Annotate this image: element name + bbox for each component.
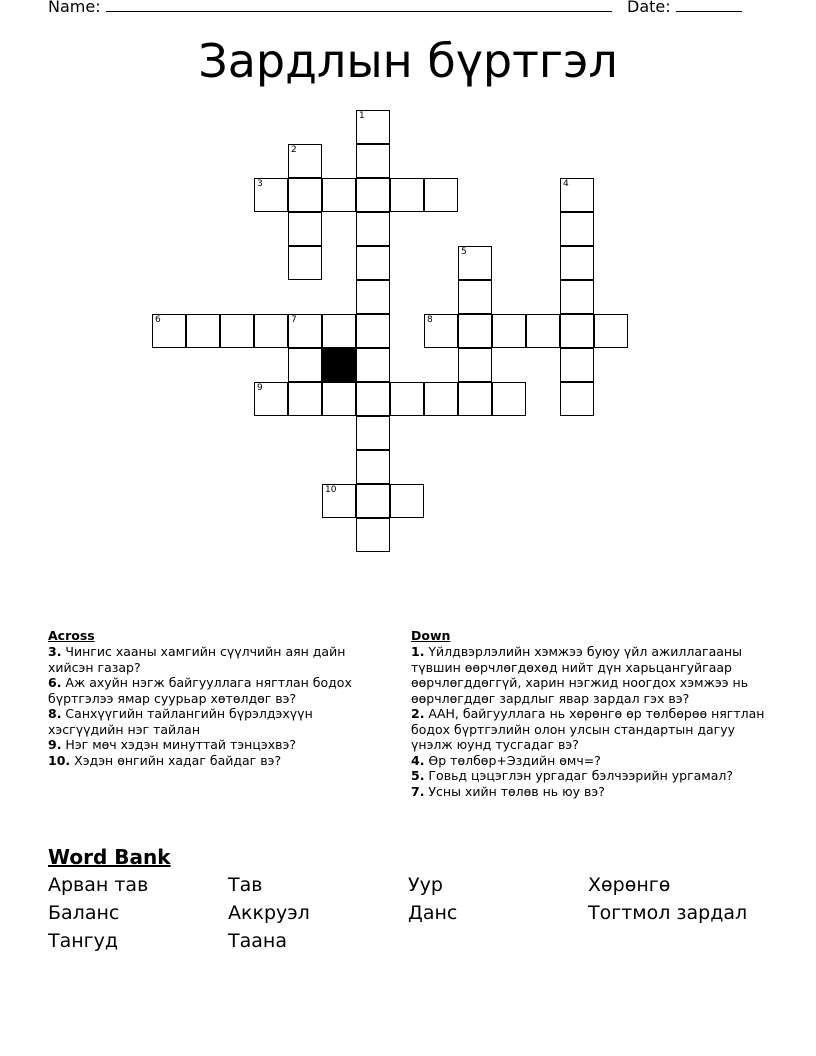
grid-cell[interactable] bbox=[288, 314, 322, 348]
clue-item bbox=[48, 753, 378, 769]
grid-cell[interactable] bbox=[594, 314, 628, 348]
grid-cell[interactable] bbox=[322, 178, 356, 212]
grid-cell[interactable] bbox=[424, 382, 458, 416]
grid-cell[interactable] bbox=[526, 314, 560, 348]
word-bank-title: Word Bank bbox=[48, 845, 171, 869]
clue-number: 3. bbox=[48, 644, 62, 659]
clue-number: 7. bbox=[411, 783, 425, 799]
grid-cell[interactable] bbox=[288, 178, 322, 212]
word-bank-item: Уур bbox=[408, 874, 443, 896]
name-label: Name: bbox=[48, 0, 101, 16]
word-bank-item: Тав bbox=[228, 874, 263, 896]
clue-text: Өр төлбөр+Эздийн өмч=? bbox=[424, 752, 601, 768]
grid-cell[interactable] bbox=[458, 314, 492, 348]
clue-item bbox=[411, 768, 771, 784]
clue-number: 5 bbox=[461, 247, 467, 257]
grid-cell[interactable] bbox=[322, 484, 356, 518]
clue-number: 8. bbox=[48, 706, 62, 721]
grid-cell[interactable] bbox=[356, 382, 390, 416]
grid-cell[interactable] bbox=[356, 348, 390, 382]
clue-number: 9. bbox=[48, 737, 62, 752]
clue-number: 5. bbox=[411, 768, 425, 783]
date-line[interactable] bbox=[676, 0, 742, 12]
clue-number: 6 bbox=[155, 315, 161, 325]
clue-text: Хэдэн өнгийн хадаг байдаг вэ? bbox=[70, 752, 282, 768]
word-bank-item: Хөрөнгө bbox=[588, 874, 671, 896]
grid-cell[interactable] bbox=[254, 314, 288, 348]
clue-number: 9 bbox=[257, 383, 263, 393]
grid-cell[interactable] bbox=[220, 314, 254, 348]
clue-item bbox=[48, 644, 378, 675]
grid-cell[interactable] bbox=[254, 382, 288, 416]
grid-cell[interactable] bbox=[288, 246, 322, 280]
word-bank-item: Таана bbox=[228, 930, 287, 952]
grid-cell[interactable] bbox=[356, 518, 390, 552]
grid-cell[interactable] bbox=[152, 314, 186, 348]
grid-cell[interactable] bbox=[560, 212, 594, 246]
clue-item bbox=[48, 675, 378, 706]
clue-number: 6. bbox=[48, 675, 62, 690]
grid-cell[interactable] bbox=[356, 314, 390, 348]
black-cell bbox=[322, 348, 356, 382]
grid-cell[interactable] bbox=[390, 484, 424, 518]
grid-cell[interactable] bbox=[560, 382, 594, 416]
grid-cell[interactable] bbox=[322, 314, 356, 348]
grid-cell[interactable] bbox=[424, 178, 458, 212]
grid-cell[interactable] bbox=[560, 178, 594, 212]
clue-item bbox=[48, 706, 378, 737]
grid-cell[interactable] bbox=[458, 280, 492, 314]
clue-number: 4 bbox=[563, 179, 569, 189]
grid-cell[interactable] bbox=[254, 178, 288, 212]
grid-cell[interactable] bbox=[288, 348, 322, 382]
clue-item bbox=[411, 706, 771, 753]
grid-cell[interactable] bbox=[288, 382, 322, 416]
grid-cell[interactable] bbox=[560, 314, 594, 348]
grid-cell[interactable] bbox=[356, 450, 390, 484]
clue-number: 10. bbox=[48, 752, 71, 768]
clue-item bbox=[411, 784, 771, 800]
across-clues bbox=[48, 628, 378, 768]
grid-cell[interactable] bbox=[356, 484, 390, 518]
clue-number: 10 bbox=[325, 485, 337, 495]
down-clues bbox=[411, 628, 771, 799]
grid-cell[interactable] bbox=[356, 144, 390, 178]
clue-text: Усны хийн төлөв нь юу вэ? bbox=[424, 783, 605, 799]
word-bank-item: Тангуд bbox=[48, 930, 119, 952]
grid-cell[interactable] bbox=[356, 246, 390, 280]
name-field bbox=[48, 0, 612, 16]
grid-cell[interactable] bbox=[458, 348, 492, 382]
grid-cell[interactable] bbox=[492, 382, 526, 416]
clue-number: 3 bbox=[257, 179, 263, 189]
clue-text: Үйлдвэрлэлийн хэмжээ буюу үйл ажиллагааны түвшин өөрчлөгдөхөд нийт дүн харьцангуйгаар өөрчлөгддөггүй, харин нэгжид ноогдох хэмжээ нь өөрчлөгддөг зардлыг явар зардал гэх вэ? bbox=[411, 644, 749, 706]
grid-cell[interactable] bbox=[390, 178, 424, 212]
clue-number: 2 bbox=[291, 145, 297, 155]
clue-text: Чингис хааны хамгийн сүүлчийн аян дайн хийсэн газар? bbox=[48, 644, 346, 675]
grid-cell[interactable] bbox=[390, 382, 424, 416]
date-label: Date: bbox=[627, 0, 671, 16]
clue-number: 1. bbox=[411, 644, 425, 659]
clue-text: ААН, байгууллага нь хөрөнгө өр төлбөрөө нягтлан бодох бүртгэлийн олон улсын стандартын дагуу үнэлж юунд тусгадаг вэ? bbox=[411, 706, 765, 752]
word-bank-item: Тогтмол зардал bbox=[588, 902, 748, 924]
across-heading: Across bbox=[48, 628, 95, 643]
grid-cell[interactable] bbox=[424, 314, 458, 348]
clue-number: 7 bbox=[291, 315, 297, 325]
grid-cell[interactable] bbox=[356, 178, 390, 212]
word-bank-item: Данс bbox=[408, 902, 458, 924]
grid-cell[interactable] bbox=[458, 246, 492, 280]
grid-cell[interactable] bbox=[560, 280, 594, 314]
clue-number: 1 bbox=[359, 111, 365, 121]
grid-cell[interactable] bbox=[186, 314, 220, 348]
grid-cell[interactable] bbox=[322, 382, 356, 416]
down-heading: Down bbox=[411, 628, 451, 643]
clue-number: 2. bbox=[411, 706, 425, 721]
grid-cell[interactable] bbox=[356, 280, 390, 314]
word-bank-item: Баланс bbox=[48, 902, 120, 924]
clue-item bbox=[411, 644, 771, 706]
word-bank-item: Арван тав bbox=[48, 874, 149, 896]
grid-cell[interactable] bbox=[560, 246, 594, 280]
clue-item bbox=[411, 753, 771, 769]
grid-cell[interactable] bbox=[356, 416, 390, 450]
page-title: Зардлын бүртгэл bbox=[198, 34, 618, 88]
grid-cell[interactable] bbox=[356, 110, 390, 144]
name-line[interactable] bbox=[106, 0, 612, 12]
grid-cell[interactable] bbox=[288, 144, 322, 178]
clue-item bbox=[48, 737, 378, 753]
date-field bbox=[627, 0, 742, 16]
word-bank-item: Аккруэл bbox=[228, 902, 310, 924]
grid-cell[interactable] bbox=[560, 348, 594, 382]
clue-number: 4. bbox=[411, 752, 425, 768]
clue-text: Нэг мөч хэдэн минуттай тэнцэхвэ? bbox=[61, 737, 296, 752]
grid-cell[interactable] bbox=[492, 314, 526, 348]
grid-cell[interactable] bbox=[288, 212, 322, 246]
grid-cell[interactable] bbox=[356, 212, 390, 246]
grid-cell[interactable] bbox=[458, 382, 492, 416]
clue-text: Аж ахуйн нэгж байгууллага нягтлан бодох бүртгэлээ ямар суурьар хөтөлдөг вэ? bbox=[48, 675, 352, 706]
clue-text: Санхүүгийн тайлангийн бүрэлдэхүүн хэсгүүдийн нэг тайлан bbox=[48, 706, 313, 737]
clue-text: Говьд цэцэглэн ургадаг бэлчээрийн ургамал? bbox=[424, 768, 734, 783]
clue-number: 8 bbox=[427, 315, 433, 325]
